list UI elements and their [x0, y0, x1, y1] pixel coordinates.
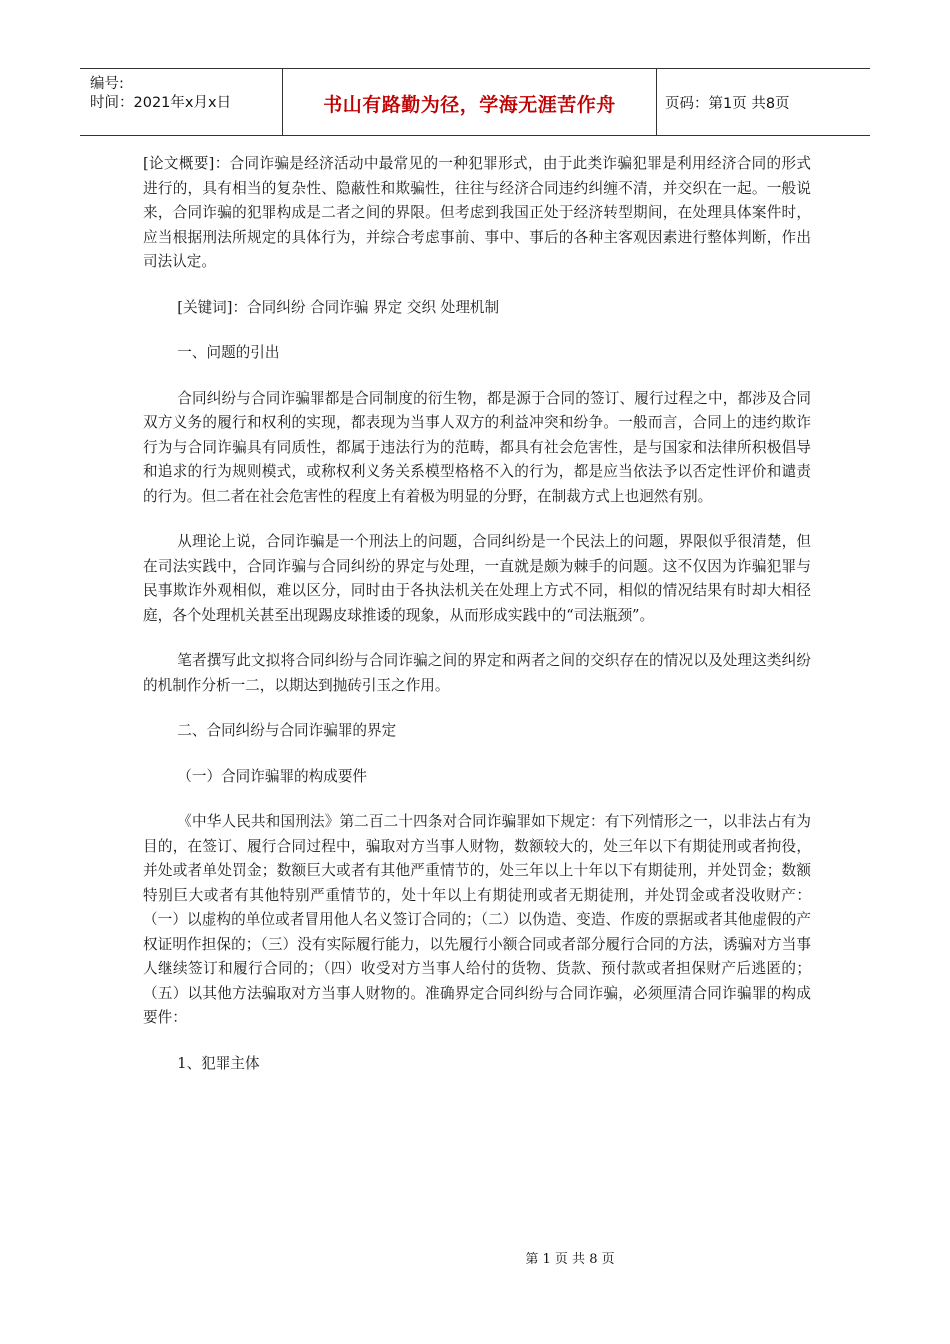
page-info-text: 页码：第1页 共8页 [665, 95, 790, 112]
body-paragraph-1: 合同纠纷与合同诈骗罪都是合同制度的衍生物，都是源于合同的签订、履行过程之中，都涉及合同双方义务的履行和权利的实现，都表现为当事人双方的利益冲突和纷争。一般而言，合同上的违约欺诈行为与合同诈骗具有同质性，都属于违法行为的范畴，都具有社会危害性，是与国家和法律所积极倡导和追求的行为规则模式，或称权利义务关系模型格格不入的行为，都是应当依法予以否定性评价和谴责的行为。但二者在社会危害性的程度上有着极为明显的分野，在制裁方式上也迥然有别。 [143, 389, 811, 505]
page-header [80, 68, 870, 136]
keywords-paragraph: [关键词]：合同纠纷 合同诈骗 界定 交织 处理机制 [177, 298, 500, 316]
body-paragraph-2: 从理论上说，合同诈骗是一个刑法上的问题，合同纠纷是一个民法上的问题，界限似乎很清楚，但在司法实践中，合同诈骗与合同纠纷的界定与处理，一直就是颇为棘手的问题。这不仅因为诈骗犯罪与民事欺诈外观相似，难以区分，同时由于各执法机关在处理上方式不同，相似的情况结果有时却大相径庭，各个处理机关甚至出现踢皮球推诿的现象，从而形成实践中的“司法瓶颈”。 [143, 533, 811, 624]
header-motto: 书山有路勤为径，学海无涯苦作舟 [323, 93, 616, 116]
document-body [143, 152, 811, 1097]
body-paragraph-4: 《中华人民共和国刑法》第二百二十四条对合同诈骗罪如下规定：有下列情形之一，以非法占有为目的，在签订、履行合同过程中，骗取对方当事人财物，数额较大的，处三年以下有期徒刑或者拘役，并处或者单处罚金；数额巨大或者有其他严重情节的，处三年以上十年以下有期徒刑，并处罚金；数额特别巨大或者有其他特别严重情节的，处十年以上有期徒刑或者无期徒刑，并处罚金或者没收财产：（一）以虚构的单位或者冒用他人名义签订合同的；（二）以伪造、变造、作废的票据或者其他虚假的产权证明作担保的；（三）没有实际履行能力，以先履行小额合同或者部分履行合同的方法，诱骗对方当事人继续签订和履行合同的；（四）收受对方当事人给付的货物、货款、预付款或者担保财产后逃匿的；（五）以其他方法骗取对方当事人财物的。准确界定合同纠纷与合同诈骗，必须厘清合同诈骗罪的构成要件： [143, 813, 811, 1026]
page-footer [0, 1248, 950, 1267]
header-motto-cell [283, 69, 657, 135]
footer-page-number: 第 1 页 共 8 页 [525, 1252, 615, 1267]
body-paragraph-3: 笔者撰写此文拟将合同纠纷与合同诈骗之间的界定和两者之间的交织存在的情况以及处理这类纠纷的机制作分析一二，以期达到抛砖引玉之作用。 [143, 652, 811, 694]
section-heading-2: 二、合同纠纷与合同诈骗罪的界定 [177, 722, 397, 739]
document-number-label: 编号: [90, 76, 124, 92]
item-heading-1: 1、犯罪主体 [177, 1054, 260, 1072]
document-date: 时间：2021年x月x日 [90, 95, 232, 111]
header-page-info [657, 69, 870, 135]
abstract-paragraph: [论文概要]：合同诈骗是经济活动中最常见的一种犯罪形式，由于此类诈骗犯罪是利用经济合同的形式进行的，具有相当的复杂性、隐蔽性和欺骗性，往往与经济合同违约纠缠不清，并交织在一起。一般说来，合同诈骗的犯罪构成是二者之间的界限。但考虑到我国正处于经济转型期间，在处理具体案件时，应当根据刑法所规定的具体行为，并综合考虑事前、事中、事后的各种主客观因素进行整体判断，作出司法认定。 [143, 155, 811, 270]
section-heading-1: 一、问题的引出 [177, 344, 280, 361]
header-meta [80, 69, 283, 135]
subsection-heading-1: （一）合同诈骗罪的构成要件 [177, 767, 368, 785]
